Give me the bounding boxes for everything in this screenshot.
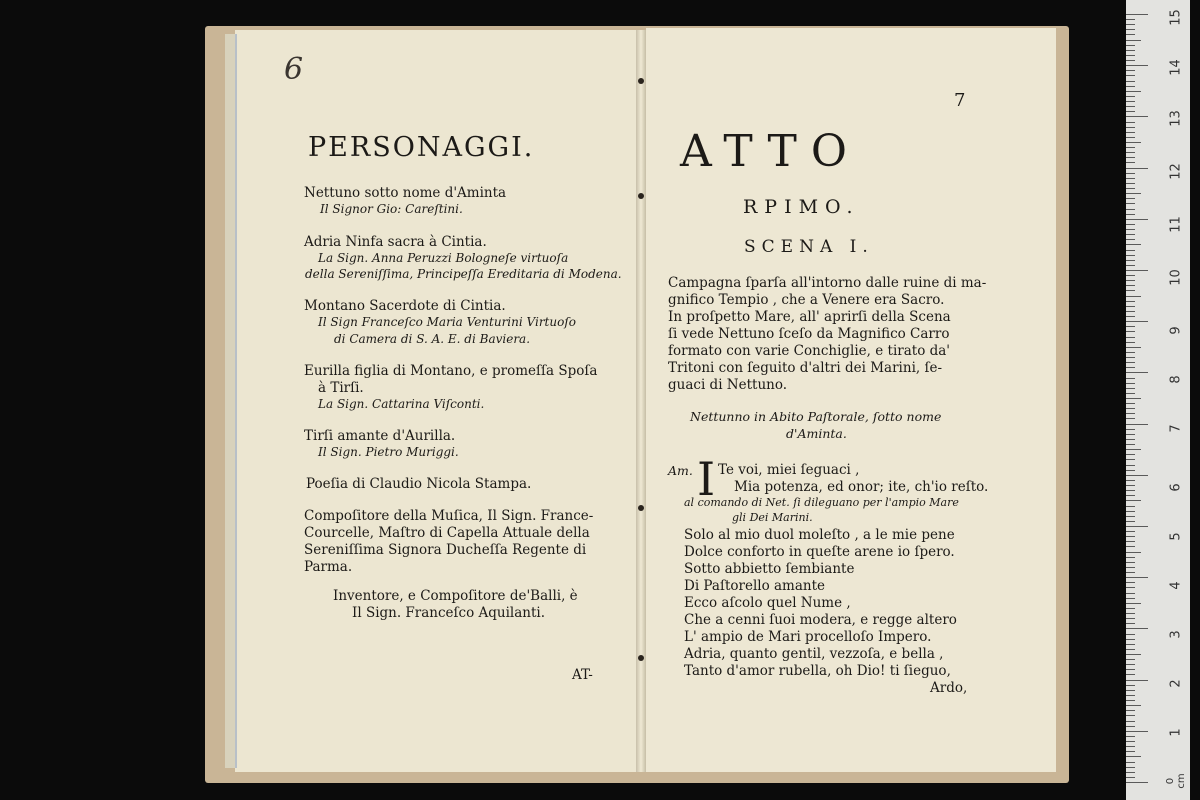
- ruler-tick: [1126, 393, 1135, 394]
- ruler-tick: [1126, 255, 1135, 256]
- ruler-tick: [1126, 731, 1148, 732]
- ruler-tick: [1126, 91, 1141, 92]
- ruler-tick: [1126, 541, 1135, 542]
- ruler-tick: [1126, 767, 1135, 768]
- ruler-tick: [1126, 239, 1135, 240]
- ruler-tick: [1126, 639, 1135, 640]
- ruler-tick: [1126, 593, 1135, 594]
- ruler-tick: [1126, 214, 1135, 215]
- cast-name: Il Signor Gio: Careſtini.: [320, 202, 463, 216]
- ruler-tick: [1126, 459, 1135, 460]
- ruler-tick: [1126, 721, 1135, 722]
- ruler-tick: [1126, 674, 1135, 675]
- ruler-tick: [1126, 357, 1135, 358]
- ruler-tick: [1126, 762, 1135, 763]
- ruler-tick: [1126, 429, 1135, 430]
- aside-direction: al comando di Net. ſi dileguano per l'ampio Mare: [684, 496, 959, 509]
- ruler-tick: [1126, 157, 1135, 158]
- ruler-tick: [1126, 413, 1135, 414]
- ruler-tick: [1126, 244, 1141, 245]
- verse-line: Di Paſtorello amante: [684, 578, 826, 594]
- inventore-line: Inventore, e Compoſitore de'Balli, è: [333, 588, 578, 604]
- character-role: Tirſi amante d'Aurilla.: [304, 428, 456, 444]
- ruler-tick: [1126, 634, 1135, 635]
- page-title-personaggi: PERSONAGGI.: [308, 132, 535, 163]
- verse-line: Che a cenni ſuoi modera, e regge altero: [684, 612, 957, 628]
- ruler-tick: [1126, 65, 1148, 66]
- ruler-tick: [1126, 209, 1135, 210]
- ruler-label: 11: [1168, 216, 1184, 233]
- compositore-line: Compoſitore della Muſica, Il Sign. France-: [304, 508, 594, 524]
- ruler-tick: [1126, 178, 1135, 179]
- ruler-tick: [1126, 526, 1148, 527]
- ruler-tick: [1126, 219, 1148, 220]
- ruler-tick: [1126, 403, 1135, 404]
- act-number: RPIMO.: [743, 196, 860, 218]
- ruler-tick: [1126, 470, 1135, 471]
- ruler-tick: [1126, 152, 1135, 153]
- ruler-tick: [1126, 531, 1135, 532]
- cast-name: Il Sign. Pietro Muriggi.: [318, 445, 459, 459]
- ruler-tick: [1126, 408, 1135, 409]
- ruler-tick: [1126, 122, 1135, 123]
- ruler-tick: [1126, 34, 1135, 35]
- ruler-tick: [1126, 654, 1141, 655]
- ruler-tick: [1126, 101, 1135, 102]
- ruler-label: 1: [1168, 728, 1184, 737]
- ruler-tick: [1126, 598, 1135, 599]
- ruler-tick: [1126, 480, 1135, 481]
- ruler-tick: [1126, 347, 1141, 348]
- ruler-tick: [1126, 321, 1148, 322]
- scene-description-line: In proſpetto Mare, all' aprirſi della Scena: [668, 309, 951, 325]
- inventore-line: Il Sign. Franceſco Aquilanti.: [352, 605, 546, 621]
- ruler-label: 13: [1168, 110, 1184, 127]
- scene-description-line: gnifico Tempio , che a Venere era Sacro.: [668, 292, 945, 308]
- ruler-tick: [1126, 511, 1135, 512]
- ruler-tick: [1126, 577, 1148, 578]
- ruler-tick: [1126, 485, 1135, 486]
- ruler-tick: [1126, 116, 1148, 117]
- verse-line: Ecco aſcolo quel Nume ,: [684, 595, 851, 611]
- speaker-label: Am.: [668, 463, 693, 478]
- ruler-tick: [1126, 454, 1135, 455]
- ruler-tick: [1126, 649, 1135, 650]
- ruler-tick: [1126, 75, 1135, 76]
- cast-name: La Sign. Cattarina Viſconti.: [318, 397, 485, 411]
- ruler-tick: [1126, 24, 1135, 25]
- ruler-tick: [1126, 475, 1148, 476]
- ruler-tick: [1126, 265, 1135, 266]
- ruler-tick: [1126, 234, 1135, 235]
- ruler-tick: [1126, 613, 1135, 614]
- scene-heading: SCENA I.: [744, 237, 874, 257]
- catchword: Ardo,: [930, 680, 968, 696]
- verse-line: Mia potenza, ed onor; ite, ch'io reſto.: [734, 479, 989, 495]
- ruler-tick: [1126, 506, 1135, 507]
- ruler-tick: [1126, 552, 1141, 553]
- ruler-tick: [1126, 203, 1135, 204]
- ruler-tick: [1126, 746, 1135, 747]
- cast-name: Il Sign Franceſco Maria Venturini Virtuoſo: [318, 315, 576, 329]
- ruler-tick: [1126, 290, 1135, 291]
- ruler-tick: [1126, 331, 1135, 332]
- ruler-tick: [1126, 60, 1135, 61]
- ruler-tick: [1126, 352, 1135, 353]
- ruler-label: 2: [1168, 679, 1184, 688]
- ruler-tick: [1126, 111, 1135, 112]
- ruler-tick: [1126, 86, 1135, 87]
- character-role: Eurilla figlia di Montano, e promeſſa Spoſa: [304, 363, 598, 379]
- ruler-label: 3: [1168, 630, 1184, 639]
- ruler-tick: [1126, 608, 1135, 609]
- scene-description-line: formato con varie Conchiglie, e tirato da': [668, 343, 951, 359]
- ruler-tick: [1126, 270, 1148, 271]
- ruler-tick: [1126, 618, 1135, 619]
- stitch-hole: [638, 193, 644, 199]
- ruler-label: 0 cm: [1165, 773, 1187, 789]
- ruler-tick: [1126, 562, 1135, 563]
- verse-line: Solo al mio duol moleſto , a le mie pene: [684, 527, 955, 543]
- ruler-tick: [1126, 127, 1135, 128]
- ruler-tick: [1126, 367, 1135, 368]
- ruler-label: 6: [1168, 483, 1184, 492]
- scene-description-line: Tritoni con ſeguito d'altri dei Marini, ſe-: [668, 360, 943, 376]
- ruler-label: 5: [1168, 532, 1184, 541]
- ruler-tick: [1126, 490, 1135, 491]
- verse-line: Sotto abbietto ſembiante: [684, 561, 855, 577]
- scene-description-line: ſi vede Nettuno ſceſo da Magnifico Carro: [668, 326, 950, 342]
- compositore-line: Courcelle, Maſtro di Capella Attuale della: [304, 525, 590, 541]
- stitch-hole: [638, 78, 644, 84]
- ruler-tick: [1126, 29, 1135, 30]
- ruler-tick: [1126, 306, 1135, 307]
- character-role: Montano Sacerdote di Cintia.: [304, 298, 506, 314]
- cast-name: di Camera di S. A. E. di Baviera.: [334, 332, 531, 346]
- ruler-label: 9: [1168, 326, 1184, 335]
- ruler-tick: [1126, 756, 1141, 757]
- ruler-label: 10: [1168, 269, 1184, 286]
- ruler-tick: [1126, 741, 1135, 742]
- cast-name: La Sign. Anna Peruzzi Bologneſe virtuoſa: [318, 251, 569, 265]
- ruler-tick: [1126, 40, 1141, 41]
- verse-line: Te voi, miei ſeguaci ,: [718, 462, 860, 478]
- ruler-tick: [1126, 183, 1135, 184]
- ruler-tick: [1126, 628, 1148, 629]
- ruler-tick: [1126, 147, 1135, 148]
- ruler-tick: [1126, 465, 1135, 466]
- poesia-credit: Poeſia di Claudio Nicola Stampa.: [306, 476, 532, 492]
- ruler-tick: [1126, 316, 1135, 317]
- ruler-tick: [1126, 582, 1135, 583]
- ruler-tick: [1126, 782, 1148, 783]
- ruler-tick: [1126, 188, 1135, 189]
- ruler-tick: [1126, 70, 1135, 71]
- ruler-tick: [1126, 342, 1135, 343]
- ruler-tick: [1126, 198, 1135, 199]
- stage-direction: Nettunno in Abito Paſtorale, ſotto nome: [690, 409, 942, 424]
- ruler-tick: [1126, 193, 1141, 194]
- ruler-label: 7: [1168, 424, 1184, 433]
- ruler-tick: [1126, 659, 1135, 660]
- verse-line: L' ampio de Mari procelloſo Impero.: [684, 629, 932, 645]
- ruler-tick: [1126, 137, 1135, 138]
- ruler-tick: [1126, 557, 1135, 558]
- ruler-tick: [1126, 383, 1135, 384]
- ruler-tick: [1126, 705, 1141, 706]
- ruler-tick: [1126, 603, 1141, 604]
- ruler-label: 12: [1168, 163, 1184, 180]
- ruler-tick: [1126, 14, 1148, 15]
- ruler-tick: [1126, 260, 1135, 261]
- act-heading: ATTO: [680, 126, 861, 177]
- ruler-tick: [1126, 250, 1135, 251]
- character-role: Adria Ninfa sacra à Cintia.: [304, 234, 487, 250]
- character-role: Nettuno sotto nome d'Aminta: [304, 185, 507, 201]
- ruler-tick: [1126, 736, 1135, 737]
- ruler-label: 14: [1168, 59, 1184, 76]
- measurement-ruler: [1126, 0, 1190, 800]
- ruler-tick: [1126, 623, 1135, 624]
- ruler-tick: [1126, 311, 1135, 312]
- ruler-tick: [1126, 132, 1135, 133]
- ruler-tick: [1126, 664, 1135, 665]
- compositore-line: Parma.: [304, 559, 353, 575]
- ruler-tick: [1126, 546, 1135, 547]
- ruler-tick: [1126, 326, 1135, 327]
- ruler-tick: [1126, 96, 1135, 97]
- drop-cap: I: [697, 452, 716, 506]
- stage-direction: d'Aminta.: [786, 426, 847, 441]
- ruler-tick: [1126, 516, 1135, 517]
- ruler-tick: [1126, 495, 1135, 496]
- ruler-tick: [1126, 337, 1135, 338]
- ruler-tick: [1126, 644, 1135, 645]
- ruler-tick: [1126, 285, 1135, 286]
- ruler-tick: [1126, 55, 1135, 56]
- ruler-tick: [1126, 669, 1135, 670]
- pen-mark: 6: [284, 52, 304, 87]
- stitch-hole: [638, 505, 644, 511]
- ruler-tick: [1126, 398, 1141, 399]
- ruler-tick: [1126, 362, 1135, 363]
- ruler-tick: [1126, 710, 1135, 711]
- ruler-tick: [1126, 434, 1135, 435]
- ruler-tick: [1126, 700, 1135, 701]
- scene-description-line: guaci di Nettuno.: [668, 377, 788, 393]
- ruler-tick: [1126, 715, 1135, 716]
- page-edge: [225, 34, 237, 768]
- stitch-hole: [638, 655, 644, 661]
- ruler-tick: [1126, 680, 1148, 681]
- ruler-tick: [1126, 296, 1141, 297]
- catchword: AT-: [572, 667, 593, 683]
- ruler-label: 4: [1168, 581, 1184, 590]
- ruler-tick: [1126, 751, 1135, 752]
- ruler-tick: [1126, 50, 1135, 51]
- ruler-tick: [1126, 777, 1135, 778]
- verse-line: Tanto d'amor rubella, oh Dio! ti ſieguo,: [684, 663, 951, 679]
- ruler-tick: [1126, 81, 1135, 82]
- ruler-tick: [1126, 536, 1135, 537]
- verse-line: Adria, quanto gentil, vezzoſa, e bella ,: [684, 646, 944, 662]
- character-role-continued: à Tirſi.: [318, 380, 364, 396]
- ruler-tick: [1126, 726, 1135, 727]
- ruler-tick: [1126, 224, 1135, 225]
- scene-description-line: Campagna ſparſa all'intorno dalle ruine di ma-: [668, 275, 987, 291]
- ruler-tick: [1126, 280, 1135, 281]
- ruler-tick: [1126, 45, 1135, 46]
- ruler-tick: [1126, 685, 1135, 686]
- aside-direction: gli Dei Marini.: [732, 511, 813, 524]
- ruler-tick: [1126, 424, 1148, 425]
- ruler-tick: [1126, 695, 1135, 696]
- ruler-tick: [1126, 772, 1135, 773]
- ruler-tick: [1126, 439, 1135, 440]
- ruler-tick: [1126, 168, 1148, 169]
- ruler-tick: [1126, 449, 1141, 450]
- page-number: 7: [954, 90, 966, 111]
- ruler-tick: [1126, 378, 1135, 379]
- ruler-tick: [1126, 418, 1135, 419]
- ruler-tick: [1126, 275, 1135, 276]
- ruler-label: 8: [1168, 375, 1184, 384]
- ruler-label: 15: [1168, 9, 1184, 26]
- ruler-tick: [1126, 444, 1135, 445]
- ruler-tick: [1126, 106, 1135, 107]
- ruler-tick: [1126, 690, 1135, 691]
- compositore-line: Sereniſſima Signora Ducheſſa Regente di: [304, 542, 587, 558]
- ruler-tick: [1126, 301, 1135, 302]
- ruler-tick: [1126, 162, 1135, 163]
- ruler-tick: [1126, 587, 1135, 588]
- ruler-tick: [1126, 173, 1135, 174]
- ruler-tick: [1126, 142, 1141, 143]
- cast-name: della Sereniſſima, Principeſſa Ereditaria di Modena.: [305, 267, 622, 281]
- ruler-tick: [1126, 229, 1135, 230]
- verse-line: Dolce conforto in queſte arene io ſpero.: [684, 544, 955, 560]
- ruler-tick: [1126, 388, 1135, 389]
- ruler-tick: [1126, 372, 1148, 373]
- ruler-tick: [1126, 567, 1135, 568]
- ruler-tick: [1126, 572, 1135, 573]
- ruler-tick: [1126, 500, 1141, 501]
- ruler-tick: [1126, 19, 1135, 20]
- ruler-tick: [1126, 521, 1135, 522]
